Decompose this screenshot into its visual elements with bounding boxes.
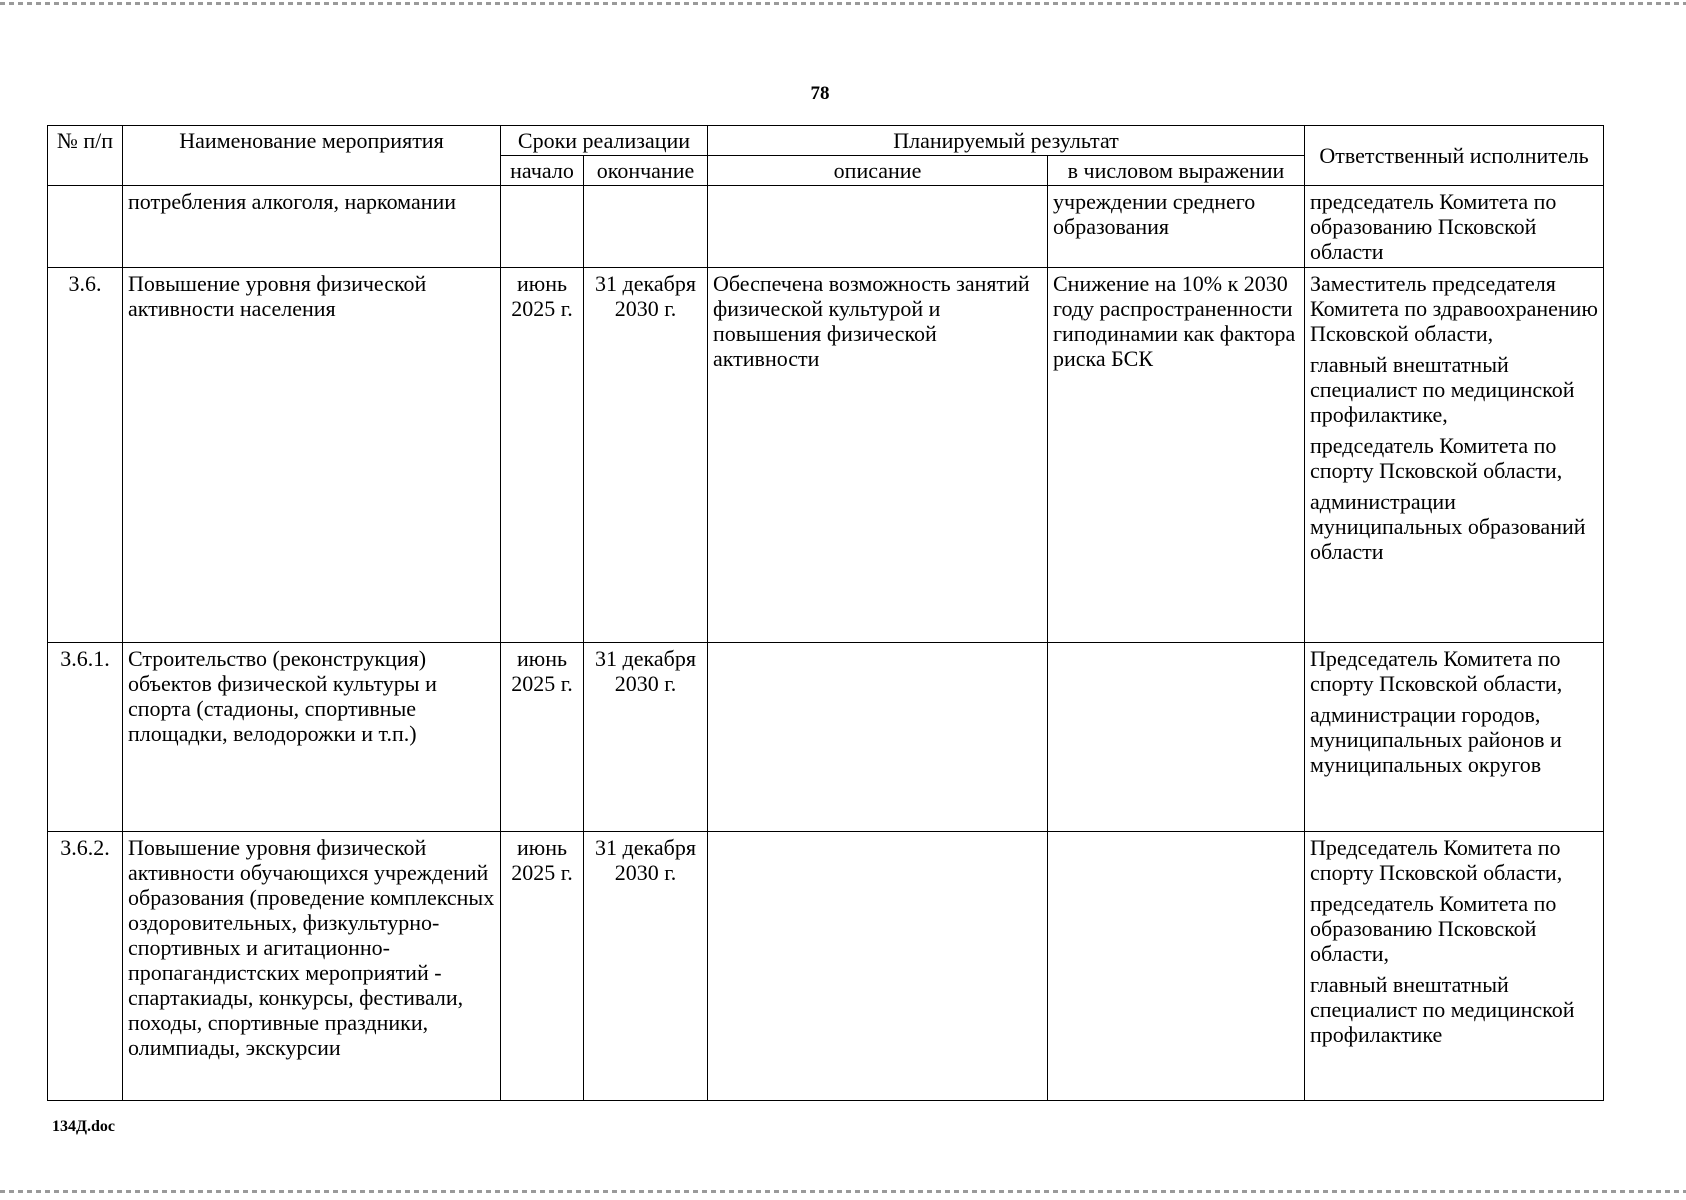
cell-name: потребления алкоголя, наркомании	[123, 186, 501, 268]
cell-end: 31 декабря 2030 г.	[584, 268, 708, 643]
cell-num	[48, 186, 123, 268]
header-result-num: в числовом выражении	[1048, 156, 1305, 186]
header-result: Планируемый результат	[708, 126, 1305, 156]
cell-name: Повышение уровня физической активности обучающихся учреждений образования (проведение комплексных оздоровительных, физкультурно-спортивных и агитационно-пропагандистских мероприятий - спартакиады, конкурсы, фестивали, походы, спортивные праздники, олимпиады, экскурсии	[123, 832, 501, 1101]
cell-numeric	[1048, 832, 1305, 1101]
table-row	[48, 268, 1604, 643]
cell-name: Повышение уровня физической активности населения	[123, 268, 501, 643]
responsible-entry: главный внештатный специалист по медицинской профилактике	[1310, 972, 1575, 1047]
cell-num: 3.6.2.	[48, 832, 123, 1101]
cell-numeric: учреждении среднего образования	[1048, 186, 1305, 268]
header-result-desc: описание	[708, 156, 1048, 186]
responsible-entry: председатель Комитета по образованию Псковской области,	[1310, 891, 1557, 966]
header-name: Наименование мероприятия	[123, 126, 501, 186]
header-terms-start: начало	[501, 156, 584, 186]
cell-end: 31 декабря 2030 г.	[584, 832, 708, 1101]
cell-num: 3.6.1.	[48, 643, 123, 832]
cell-start	[501, 186, 584, 268]
cell-start: июнь 2025 г.	[501, 832, 584, 1101]
table-header	[48, 126, 1604, 186]
cell-desc	[708, 186, 1048, 268]
responsible-entry: администрации муниципальных образований области	[1310, 489, 1586, 564]
cell-start: июнь 2025 г.	[501, 643, 584, 832]
header-num: № п/п	[48, 126, 123, 186]
page-number: 78	[810, 83, 830, 104]
header-terms-end: окончание	[584, 156, 708, 186]
table-row	[48, 186, 1604, 268]
scan-edge-top	[0, 2, 1686, 5]
header-responsible: Ответственный исполнитель	[1305, 126, 1604, 186]
cell-responsible	[1305, 643, 1604, 832]
responsible-entry: председатель Комитета по образованию Псковской области	[1310, 189, 1557, 264]
cell-desc	[708, 832, 1048, 1101]
header-terms: Сроки реализации	[501, 126, 708, 156]
responsible-entry: администрации городов, муниципальных районов и муниципальных округов	[1310, 702, 1562, 777]
responsible-entry: главный внештатный специалист по медицинской профилактике,	[1310, 352, 1575, 427]
responsible-entry: председатель Комитета по спорту Псковской области,	[1310, 433, 1563, 483]
cell-numeric	[1048, 643, 1305, 832]
responsible-entry: Председатель Комитета по спорту Псковской области,	[1310, 646, 1563, 696]
plan-table	[47, 125, 1604, 1101]
scan-edge-bottom	[0, 1190, 1686, 1193]
cell-numeric: Снижение на 10% к 2030 году распространенности гиподинамии как фактора риска БСК	[1048, 268, 1305, 643]
cell-responsible	[1305, 268, 1604, 643]
cell-end: 31 декабря 2030 г.	[584, 643, 708, 832]
cell-start: июнь 2025 г.	[501, 268, 584, 643]
responsible-entry: Председатель Комитета по спорту Псковской области,	[1310, 835, 1563, 885]
table-row	[48, 832, 1604, 1101]
table-row	[48, 643, 1604, 832]
cell-desc: Обеспечена возможность занятий физической культурой и повышения физической активности	[708, 268, 1048, 643]
cell-name: Строительство (реконструкция) объектов физической культуры и спорта (стадионы, спортивные площадки, велодорожки и т.п.)	[123, 643, 501, 832]
footer-filename: 134Д.doc	[52, 1118, 116, 1135]
cell-num: 3.6.	[48, 268, 123, 643]
cell-responsible	[1305, 186, 1604, 268]
cell-desc	[708, 643, 1048, 832]
cell-responsible	[1305, 832, 1604, 1101]
responsible-entry: Заместитель председателя Комитета по здравоохранению Псковской области,	[1310, 271, 1598, 346]
cell-end	[584, 186, 708, 268]
